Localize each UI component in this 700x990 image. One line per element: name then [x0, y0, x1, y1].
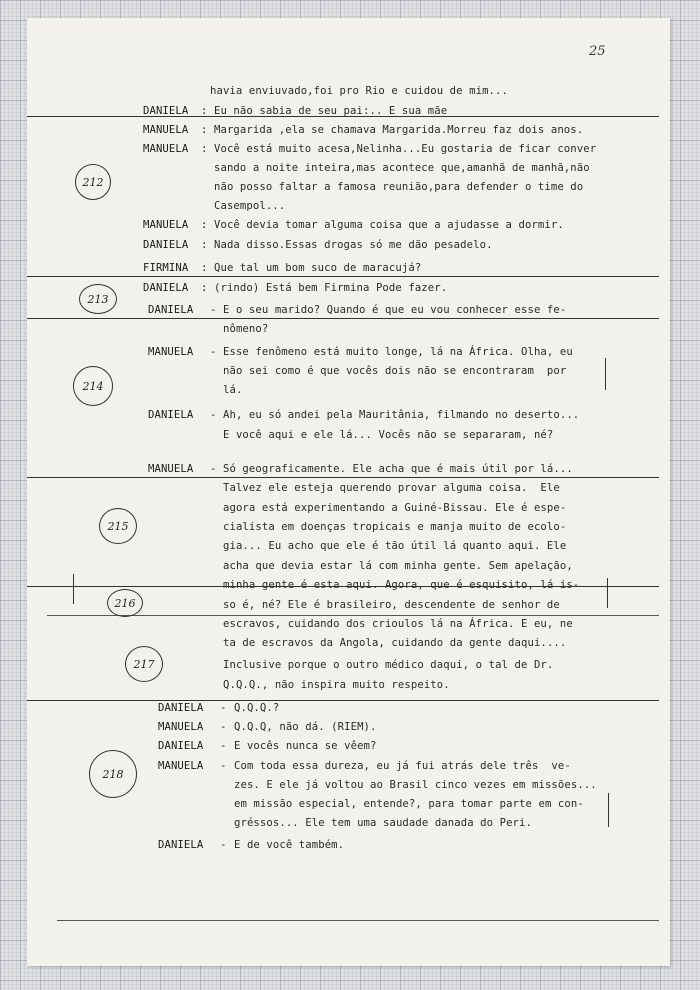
- speaker-name: DANIELA: [143, 105, 189, 117]
- speaker-separator: -: [210, 346, 217, 358]
- speaker-name: DANIELA: [148, 304, 194, 316]
- scene-divider: [57, 920, 659, 921]
- dialogue-text: Esse fenômeno está muito longe, lá na África. Olha, eu: [223, 346, 573, 358]
- speaker-separator: -: [220, 839, 227, 851]
- speaker-name: DANIELA: [158, 740, 204, 752]
- dialogue-text: E você aqui e ele lá... Vocês não se separaram, né?: [223, 429, 554, 441]
- scene-number-mark: 212: [75, 164, 111, 200]
- speaker-name: FIRMINA: [143, 262, 189, 274]
- scene-number-mark: 218: [89, 750, 137, 798]
- speaker-separator: -: [220, 740, 227, 752]
- speaker-separator: -: [210, 409, 217, 421]
- dialogue-text: Que tal um bom suco de maracujá?: [214, 262, 422, 274]
- scene-number-mark: 213: [79, 284, 117, 314]
- margin-mark: [607, 578, 608, 608]
- dialogue-text: não posso faltar a famosa reunião,para defender o time do: [214, 181, 584, 193]
- speaker-name: MANUELA: [143, 143, 189, 155]
- dialogue-text: Nada disso.Essas drogas só me dão pesadelo.: [214, 239, 493, 251]
- script-page: [27, 18, 670, 966]
- speaker-separator: :: [201, 124, 208, 136]
- speaker-name: MANUELA: [148, 346, 194, 358]
- dialogue-text: Casempol...: [214, 200, 286, 212]
- speaker-name: MANUELA: [143, 219, 189, 231]
- speaker-name: DANIELA: [158, 839, 204, 851]
- speaker-separator: :: [201, 219, 208, 231]
- speaker-name: DANIELA: [148, 409, 194, 421]
- speaker-name: DANIELA: [143, 282, 189, 294]
- dialogue-text: Talvez ele esteja querendo provar alguma coisa. Ele: [223, 482, 560, 494]
- dialogue-text: havia enviuvado,foi pro Rio e cuidou de mim...: [210, 85, 508, 97]
- dialogue-text: Q.Q.Q.?: [234, 702, 280, 714]
- dialogue-text: gréssos... Ele tem uma saudade danada do Peri.: [234, 817, 532, 829]
- dialogue-text: lá.: [223, 384, 243, 396]
- dialogue-text: E de você também.: [234, 839, 345, 851]
- speaker-separator: :: [201, 282, 208, 294]
- dialogue-text: E vocês nunca se vêem?: [234, 740, 377, 752]
- dialogue-text: em missão especial, entende?, para tomar parte em con-: [234, 798, 584, 810]
- dialogue-text: Só geograficamente. Ele acha que é mais útil por lá...: [223, 463, 573, 475]
- speaker-separator: -: [220, 721, 227, 733]
- margin-mark: [605, 358, 606, 390]
- dialogue-text: Q.Q.Q, não dá. (RIEM).: [234, 721, 377, 733]
- margin-mark: [608, 793, 609, 827]
- speaker-separator: -: [220, 702, 227, 714]
- dialogue-text: Ah, eu só andei pela Mauritânia, filmando no deserto...: [223, 409, 580, 421]
- dialogue-text: não sei como é que vocês dois não se encontraram por: [223, 365, 567, 377]
- dialogue-text: E o seu marido? Quando é que eu vou conhecer esse fe-: [223, 304, 567, 316]
- dialogue-text: zes. E ele já voltou ao Brasil cinco vezes em missões...: [234, 779, 597, 791]
- scene-divider: [27, 586, 659, 587]
- speaker-separator: -: [220, 760, 227, 772]
- dialogue-text: Eu não sabia de seu pai:.. E sua mãe: [214, 105, 448, 117]
- dialogue-text: Q.Q.Q., não inspira muito respeito.: [223, 679, 450, 691]
- scene-divider: [27, 116, 659, 117]
- dialogue-text: so é, né? Ele é brasileiro, descendente de senhor de: [223, 599, 560, 611]
- dialogue-text: Você está muito acesa,Nelinha...Eu gostaria de ficar conver: [214, 143, 597, 155]
- dialogue-text: Inclusive porque o outro médico daqui, o tal de Dr.: [223, 659, 554, 671]
- scene-number-mark: 215: [99, 508, 137, 544]
- scene-number-mark: 216: [107, 589, 143, 617]
- speaker-separator: :: [201, 105, 208, 117]
- dialogue-text: (rindo) Está bem Firmina Pode fazer.: [214, 282, 448, 294]
- speaker-name: MANUELA: [158, 760, 204, 772]
- speaker-separator: -: [210, 463, 217, 475]
- dialogue-text: gia... Eu acho que ele é tão útil lá quanto aqui. Ele: [223, 540, 567, 552]
- speaker-separator: :: [201, 143, 208, 155]
- scene-divider: [27, 477, 659, 478]
- scene-divider: [27, 318, 659, 319]
- margin-mark: [73, 574, 74, 604]
- dialogue-text: Com toda essa dureza, eu já fui atrás dele três ve-: [234, 760, 571, 772]
- speaker-name: MANUELA: [148, 463, 194, 475]
- speaker-name: MANUELA: [143, 124, 189, 136]
- dialogue-text: Margarida ,ela se chamava Margarida.Morreu faz dois anos.: [214, 124, 584, 136]
- page-number: 25: [589, 44, 606, 59]
- dialogue-text: minha gente é esta aqui. Agora, que é esquisito, lá is-: [223, 579, 580, 591]
- speaker-name: MANUELA: [158, 721, 204, 733]
- dialogue-text: acha que devia estar lá com minha gente. Sem apelação,: [223, 560, 573, 572]
- dialogue-text: Você devia tomar alguma coisa que a ajudasse a dormir.: [214, 219, 564, 231]
- dialogue-text: sando a noite inteira,mas acontece que,amanhã de manhã,não: [214, 162, 590, 174]
- speaker-separator: :: [201, 262, 208, 274]
- scene-divider: [27, 276, 659, 277]
- dialogue-text: agora está experimentando a Guiné-Bissau. Ele é espe-: [223, 502, 567, 514]
- dialogue-text: nômeno?: [223, 323, 269, 335]
- dialogue-text: cialista em doenças tropicais e manja muito de ecolo-: [223, 521, 567, 533]
- dialogue-text: ta de escravos da Angola, cuidando da gente daqui....: [223, 637, 567, 649]
- dialogue-text: escravos, cuidando dos crioulos lá na África. E eu, ne: [223, 618, 573, 630]
- speaker-name: DANIELA: [158, 702, 204, 714]
- scene-divider: [27, 700, 659, 701]
- speaker-name: DANIELA: [143, 239, 189, 251]
- scene-divider: [47, 615, 659, 616]
- scene-number-mark: 217: [125, 646, 163, 682]
- speaker-separator: -: [210, 304, 217, 316]
- scene-number-mark: 214: [73, 366, 113, 406]
- speaker-separator: :: [201, 239, 208, 251]
